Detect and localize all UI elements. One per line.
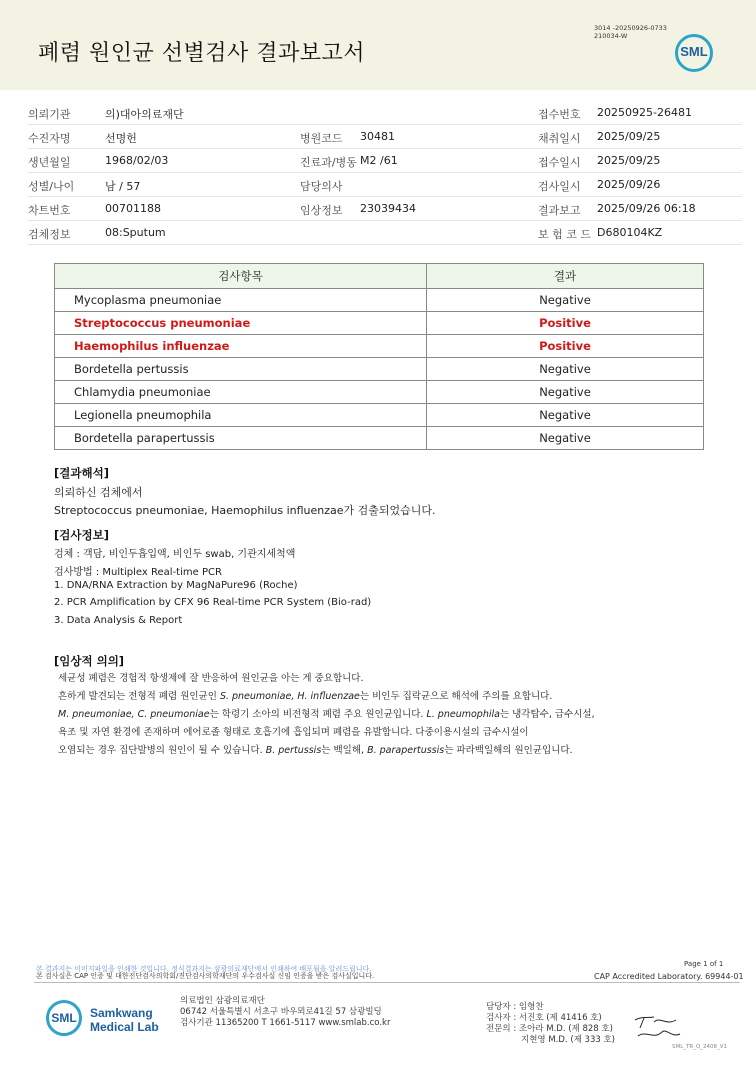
- header-result: 결과: [427, 264, 704, 289]
- info-value: 08:Sputum: [105, 226, 166, 239]
- clinical-line: 세균성 폐렴은 경험적 항생제에 잘 반응하여 원인균을 아는 게 중요합니다.: [58, 673, 364, 684]
- test-result: Negative: [427, 289, 704, 312]
- info-label: 보 험 코 드: [538, 228, 591, 241]
- patient-info-row: [28, 148, 742, 173]
- patient-info-row: [28, 172, 742, 197]
- info-label: 차트번호: [28, 204, 71, 217]
- clinical-line: 욕조 및 자연 환경에 존재하며 에어로졸 형태로 호흡기에 흡입되며 폐렴을 유발합니다. 다중이용시설의 급수시설이: [58, 727, 529, 738]
- footer-brand: Samkwang Medical Lab: [90, 1006, 159, 1034]
- result-row: [55, 289, 704, 312]
- info-label: 결과보고: [538, 204, 581, 217]
- info-label: 접수번호: [538, 108, 581, 121]
- staff-list: 담당자 : 임형찬 검사자 : 서진호 (제 41416 호) 전문의 : 조아라 M.D. (제 828 호) 지현영 M.D. (제 333 호): [486, 1002, 616, 1045]
- result-row: [55, 335, 704, 358]
- info-value: 의)대아의료재단: [105, 108, 184, 121]
- test-item-name: Bordetella pertussis: [55, 358, 427, 381]
- result-row: [55, 358, 704, 381]
- test-result: Negative: [427, 404, 704, 427]
- test-info-line: 2. PCR Amplification by CFX 96 Real-time PCR System (Bio-rad): [54, 597, 372, 608]
- clinical-title: [임상적 의의]: [54, 654, 125, 668]
- info-value: 2025/09/26 06:18: [597, 202, 696, 215]
- test-info-title: [검사정보]: [54, 528, 109, 542]
- results-header-row: [55, 264, 704, 289]
- interpretation-title: [결과해석]: [54, 466, 109, 480]
- interpretation-line: 의뢰하신 검체에서: [54, 486, 143, 499]
- info-label: 검체정보: [28, 228, 71, 241]
- info-label: 의뢰기관: [28, 108, 71, 121]
- print-warning: 본 결과지는 이미지파일을 인쇄한 것입니다. 정식결과지는 삼광의료재단에서 인쇄하여 배포됨을 알려드립니다.: [36, 965, 372, 973]
- info-label: 성별/나이: [28, 180, 75, 193]
- result-row: [55, 381, 704, 404]
- test-item-name: Bordetella parapertussis: [55, 427, 427, 450]
- info-value: 1968/02/03: [105, 154, 169, 167]
- footer-logo-text: SML: [51, 1011, 77, 1025]
- info-label: 담당의사: [300, 180, 343, 193]
- test-item-name: Legionella pneumophila: [55, 404, 427, 427]
- info-label: 진료과/병동: [300, 156, 357, 169]
- test-result: Positive: [427, 335, 704, 358]
- patient-info-row: [28, 220, 742, 245]
- info-value: 00701188: [105, 202, 161, 215]
- info-label: 검사일시: [538, 180, 581, 193]
- sml-logo-text: SML: [680, 44, 708, 59]
- results-table: [54, 263, 704, 450]
- document-id: 3014 -20250926-0733 210034-W: [594, 24, 667, 40]
- info-value: 2025/09/26: [597, 178, 661, 191]
- test-item-name: Mycoplasma pneumoniae: [55, 289, 427, 312]
- signature-icon: [632, 1012, 682, 1042]
- patient-info-row: [28, 100, 742, 125]
- info-label: 접수일시: [538, 156, 581, 169]
- form-version: SML_TR_Q_2408_V1: [672, 1044, 728, 1050]
- info-label: 수진자명: [28, 132, 71, 145]
- info-label: 채취일시: [538, 132, 581, 145]
- info-value: 30481: [360, 130, 395, 143]
- test-info-line: 검체 : 객담, 비인두흡입액, 비인두 swab, 기관지세척액: [54, 549, 296, 560]
- clinical-line: 오염되는 경우 집단발병의 원인이 될 수 있습니다. B. pertussis는 백일해, B. parapertussis는 파라백일해의 원인균입니다.: [58, 745, 573, 756]
- interpretation-result: Streptococcus pneumoniae, Haemophilus influenzae가 검출되었습니다.: [54, 504, 436, 517]
- test-result: Negative: [427, 427, 704, 450]
- info-label: 병원코드: [300, 132, 343, 145]
- result-row: [55, 312, 704, 335]
- test-info-line: 3. Data Analysis & Report: [54, 615, 183, 626]
- clinical-line: M. pneumoniae, C. pneumoniae는 학령기 소아의 비전형적 폐렴 주요 원인균입니다. L. pneumophila는 냉각탑수, 급수시설,: [58, 709, 595, 720]
- info-value: 남 / 57: [105, 180, 141, 193]
- info-value: 20250925-26481: [597, 106, 692, 119]
- patient-info-row: [28, 196, 742, 221]
- result-row: [55, 404, 704, 427]
- info-value: M2 /61: [360, 154, 398, 167]
- header-test-item: 검사항목: [55, 264, 427, 289]
- test-item-name: Haemophilus influenzae: [55, 335, 427, 358]
- test-item-name: Chlamydia pneumoniae: [55, 381, 427, 404]
- test-result: Negative: [427, 381, 704, 404]
- test-info-line: 1. DNA/RNA Extraction by MagNaPure96 (Roche): [54, 580, 298, 591]
- info-value: 2025/09/25: [597, 130, 661, 143]
- info-value: 선명헌: [105, 132, 137, 145]
- info-label: 임상정보: [300, 204, 343, 217]
- report-title: 폐렴 원인균 선별검사 결과보고서: [38, 41, 366, 66]
- test-item-name: Streptococcus pneumoniae: [55, 312, 427, 335]
- test-result: Positive: [427, 312, 704, 335]
- info-value: 2025/09/25: [597, 154, 661, 167]
- test-result: Negative: [427, 358, 704, 381]
- info-value: 23039434: [360, 202, 416, 215]
- info-value: D680104KZ: [597, 226, 663, 239]
- lab-address: 의료법인 삼광의료재단 06742 서울특별시 서초구 바우뫼로41길 57 삼광빌딩 검사기관 11365200 T 1661-5117 www.smlab.co.kr: [180, 996, 391, 1028]
- test-info-line: 검사방법 : Multiplex Real-time PCR: [54, 567, 222, 578]
- clinical-line: 흔하게 발견되는 전형적 폐렴 원인균인 S. pneumoniae, H. influenzae는 비인두 집락균으로 해석에 주의를 요합니다.: [58, 691, 553, 702]
- patient-info-row: [28, 124, 742, 149]
- report-header: [0, 0, 756, 90]
- certification-note: 본 검사실은 CAP 인증 및 대한진단검사의학회/진단검사의학재단의 우수검사실 신임 인증을 받은 검사실입니다.: [36, 972, 375, 980]
- info-label: 생년월일: [28, 156, 71, 169]
- cap-accreditation: CAP Accredited Laboratory. 69944-01: [594, 972, 744, 981]
- page-number: Page 1 of 1: [684, 960, 724, 968]
- result-row: [55, 427, 704, 450]
- footer-divider: [34, 982, 740, 983]
